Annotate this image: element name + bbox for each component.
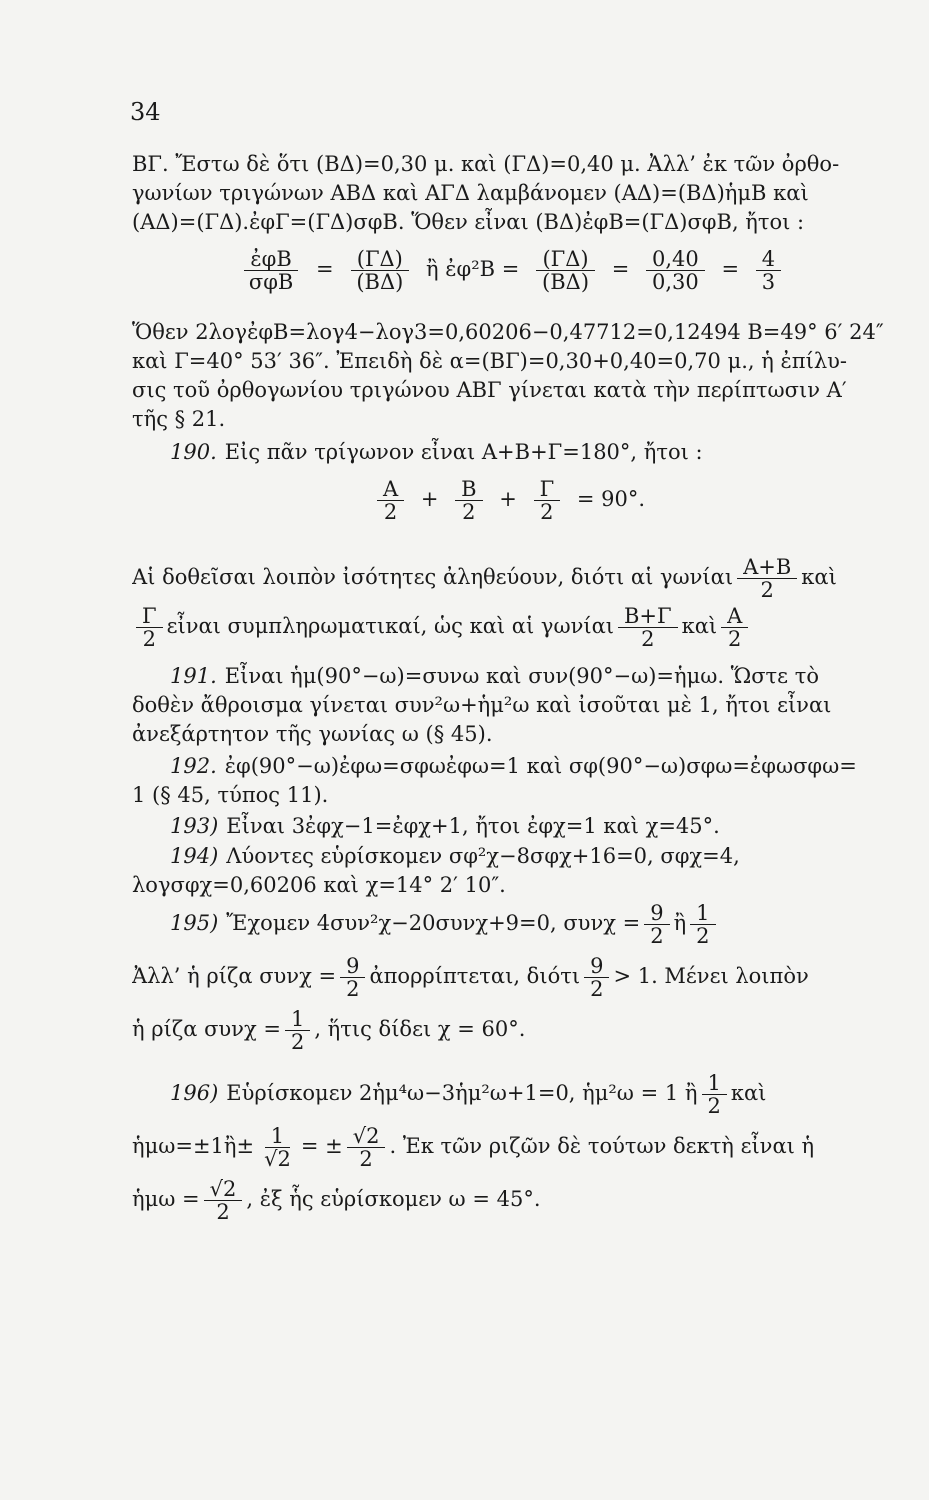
- equation-tangent: $\frac{\text{ἐφΒ}}{\text{σφΒ}}$ = $\frac{(\Gamma\Delta)}{(B\Delta)}$ ἢ ἐφ²Β = $\frac{(\Gamma\Delta)}{(B\Delta)}$ = $\frac{0,40}{0,30}$ = $\frac{4}{3}$: [132, 248, 892, 293]
- exercise-195: 195) Ἔχομεν 4συν²χ−20συνχ+9=0, συνχ = $\frac{9}{2}$ ἢ $\frac{1}{2}$ Ἀλλ’ ἡ ρίζα συνχ = $\frac{9}{2}$ ἀπορρίπτεται, διότι $\frac{9}{2}$ > 1. Μένει λοιπὸν ἡ ρίζα συνχ = $\frac{1}{2}$ , ἥτις δίδει χ = 60°.: [132, 902, 809, 1053]
- exercise-191: 191. Εἶναι ἡμ(90°−ω)=συνω καὶ συν(90°−ω)=ἡμω. Ὥστε τὸ δοθὲν ἄθροισμα γίνεται συν²ω+ἡμ²ω καὶ ἰσοῦται μὲ 1, ἤτοι εἶναι ἀνεξάρτητον τῆς γωνίας ω (§ 45).: [132, 664, 832, 746]
- exercise-194: 194) Λύοντες εὑρίσκομεν σφ²χ−8σφχ+16=0, σφχ=4, λογσφχ=0,60206 καὶ χ=14° 2′ 10″.: [132, 844, 740, 897]
- exercise-192: 192. ἐφ(90°−ω)ἐφω=σφωἐφω=1 καὶ σφ(90°−ω)σφω=ἐφωσφω= 1 (§ 45, τύπος 11).: [132, 754, 857, 807]
- complementary-explanation: Αἱ δοθεῖσαι λοιπὸν ἰσότητες ἀληθεύουν, διότι αἱ γωνίαι $\frac{A+B}{2}$ καὶ $\frac{\Gamma}{2}$ εἶναι συμπληρωματικαί, ὡς καὶ αἱ γωνίαι $\frac{B+\Gamma}{2}$ καὶ $\frac{A}{2}$: [132, 556, 837, 650]
- section-189-continued: [132, 150, 892, 237]
- exercise-196: 196) Εὑρίσκομεν 2ἡμ⁴ω−3ἡμ²ω+1=0, ἡμ²ω = 1 ἢ $\frac{1}{2}$ καὶ ἡμω=±1ἢ± $\frac{1}{√2}$ = ± $\frac{√2}{2}$ . Ἐκ τῶν ριζῶν δὲ τούτων δεκτὴ εἶναι ἡ ἡμω = $\frac{√2}{2}$ , ἐξ ἧς εὑρίσκομεν ω = 45°.: [132, 1072, 815, 1223]
- fraction: $\frac{4}{3}$: [756, 248, 781, 293]
- text-line: γωνίων τριγώνων ΑΒΔ καὶ ΑΓΔ λαμβάνομεν (ΑΔ)=(ΒΔ)ἡμΒ καὶ: [132, 181, 809, 205]
- text-line: ΒΓ. Ἔστω δὲ ὅτι (ΒΔ)=0,30 μ. καὶ (ΓΔ)=0,40 μ. Ἀλλ’ ἐκ τῶν ὀρθο-: [132, 152, 840, 176]
- fraction: $\frac{0,40}{0,30}$: [646, 248, 705, 293]
- solution-paragraph: Ὅθεν 2λογἐφΒ=λογ4−λογ3=0,60206−0,47712=0,12494 Β=49° 6′ 24″ καὶ Γ=40° 53′ 36″. Ἐπειδὴ δὲ α=(ΒΓ)=0,30+0,40=0,70 μ., ἡ ἐπίλυ- σις τοῦ ὀρθογωνίου τριγώνου ΑΒΓ γίνεται κατὰ τὴν περίπτωσιν Α′ τῆς § 21.: [132, 320, 884, 431]
- page-number: 34: [130, 98, 161, 126]
- equation-half-angles: $\frac{A}{2}$ + $\frac{B}{2}$ + $\frac{\Gamma}{2}$ = 90°.: [132, 478, 892, 523]
- exercise-193: 193) Εἶναι 3ἐφχ−1=ἐφχ+1, ἤτοι ἐφχ=1 καὶ χ=45°.: [170, 814, 720, 838]
- exercise-190: 190. Εἰς πᾶν τρίγωνον εἶναι Α+Β+Γ=180°, ἤτοι :: [170, 440, 703, 464]
- text-line: (ΑΔ)=(ΓΔ).ἐφΓ=(ΓΔ)σφΒ. Ὅθεν εἶναι (ΒΔ)ἐφΒ=(ΓΔ)σφΒ, ἤτοι :: [132, 210, 805, 234]
- fraction: $\frac{(\Gamma\Delta)}{(B\Delta)}$: [350, 248, 409, 293]
- fraction: $\frac{(\Gamma\Delta)}{(B\Delta)}$: [536, 248, 595, 293]
- fraction: $\frac{\text{ἐφΒ}}{\text{σφΒ}}$: [243, 248, 299, 293]
